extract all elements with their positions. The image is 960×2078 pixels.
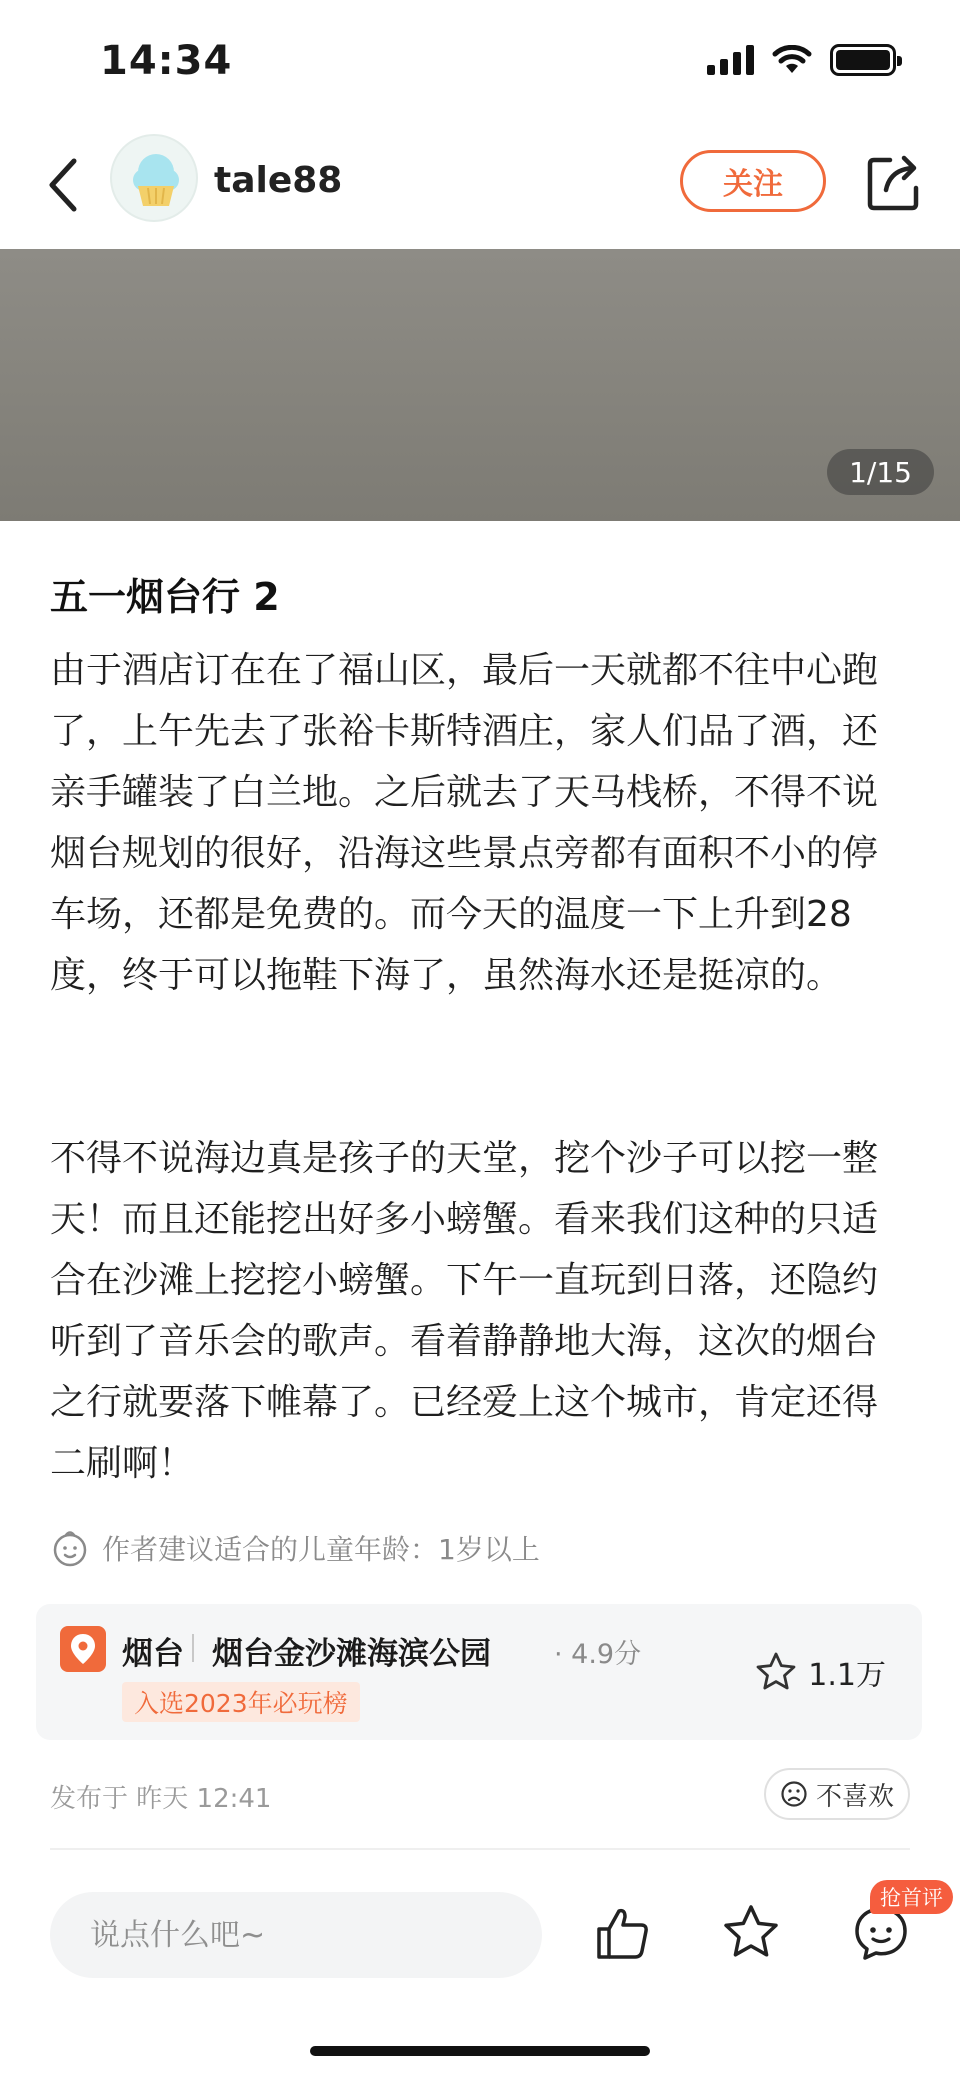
location-city[interactable]: 烟台 bbox=[122, 1636, 184, 1672]
post-paragraph: 由于酒店订在在了福山区，最后一天就都不往中心跑了，上午先去了张裕卡斯特酒庄，家人们品了酒，还亲手罐装了白兰地。之后就去了天马栈桥，不得不说烟台规划的很好，沿海这些景点旁都有面积不小的停车场，还都是免费的。而今天的温度一下上升到28度，终于可以拖鞋下海了，虽然海水还是挺凉的。 bbox=[50, 650, 879, 996]
follow-button[interactable]: 关注 bbox=[680, 150, 826, 212]
home-indicator[interactable] bbox=[310, 2046, 650, 2056]
location-place[interactable]: 烟台金沙滩海滨公园 bbox=[212, 1636, 491, 1672]
star-outline-icon bbox=[754, 1650, 798, 1694]
bottom-action-bar bbox=[0, 1866, 960, 2078]
location-pin-icon bbox=[60, 1626, 106, 1672]
share-icon bbox=[866, 150, 922, 212]
location-favorite-count: 1.1万 bbox=[808, 1658, 886, 1693]
avatar[interactable] bbox=[110, 134, 198, 222]
like-button[interactable] bbox=[590, 1900, 656, 1966]
location-score: · 4.9分 bbox=[554, 1639, 642, 1670]
cupcake-icon bbox=[112, 136, 198, 222]
first-comment-badge: 抢首评 bbox=[870, 1880, 953, 1914]
chevron-left-icon bbox=[46, 157, 80, 213]
wifi-icon bbox=[772, 45, 812, 75]
thumbs-up-icon bbox=[593, 1903, 653, 1963]
dislike-button[interactable] bbox=[764, 1768, 910, 1820]
divider bbox=[50, 1848, 910, 1850]
baby-face-icon bbox=[50, 1528, 90, 1568]
battery-icon bbox=[830, 44, 896, 76]
username[interactable]: tale88 bbox=[214, 160, 343, 201]
post-header bbox=[0, 130, 960, 240]
ranking-badge: 入选2023年必玩榜 bbox=[122, 1682, 360, 1722]
favorite-button[interactable] bbox=[718, 1900, 784, 1966]
dislike-label: 不喜欢 bbox=[815, 1781, 894, 1812]
publish-time: 发布于 昨天 12:41 bbox=[50, 1784, 272, 1814]
post-image-carousel[interactable] bbox=[0, 249, 960, 521]
star-icon bbox=[720, 1902, 782, 1964]
status-bar bbox=[0, 0, 960, 120]
location-divider bbox=[192, 1634, 194, 1662]
post-body bbox=[50, 640, 910, 1494]
share-button[interactable] bbox=[866, 150, 922, 212]
page-indicator: 1/15 bbox=[827, 449, 934, 495]
location-favorite-button[interactable] bbox=[754, 1650, 886, 1694]
sad-face-icon bbox=[780, 1780, 808, 1808]
cellular-signal-icon bbox=[707, 45, 754, 75]
age-recommendation bbox=[50, 1528, 540, 1568]
comment-input[interactable] bbox=[50, 1892, 542, 1978]
back-button[interactable] bbox=[38, 152, 88, 218]
status-icons bbox=[707, 44, 896, 76]
post-title: 五一烟台行 2 bbox=[50, 575, 280, 619]
age-recommendation-text: 作者建议适合的儿童年龄：1岁以上 bbox=[102, 1533, 540, 1566]
location-card[interactable] bbox=[36, 1604, 922, 1740]
post-paragraph: 不得不说海边真是孩子的天堂，挖个沙子可以挖一整天！而且还能挖出好多小螃蟹。看来我们这种的只适合在沙滩上挖挖小螃蟹。下午一直玩到日落，还隐约听到了音乐会的歌声。看着静静地大海，这次的烟台之行就要落下帷幕了。已经爱上这个城市，肯定还得二刷啊！ bbox=[50, 1138, 879, 1484]
status-time: 14:34 bbox=[100, 38, 233, 84]
